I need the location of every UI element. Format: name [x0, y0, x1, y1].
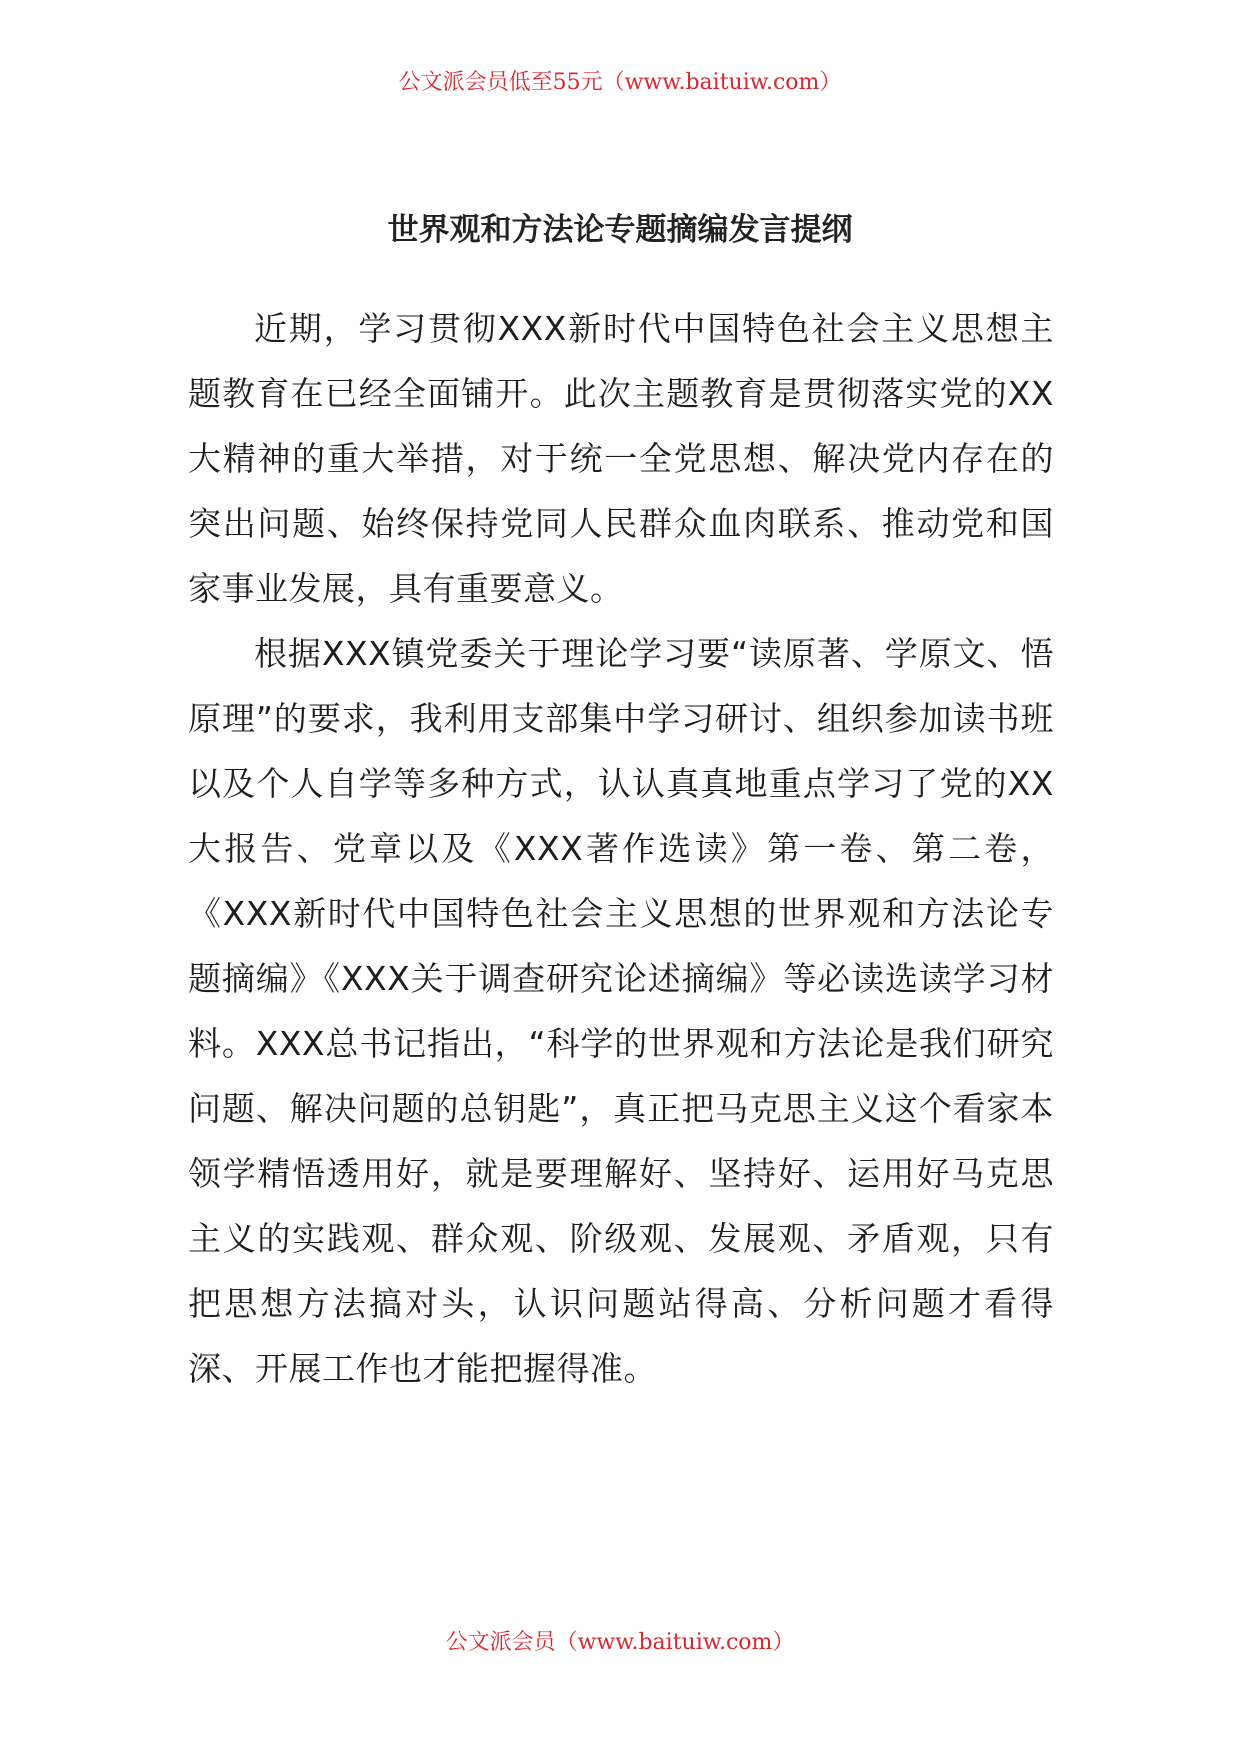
document-title: 世界观和方法论专题摘编发言提纲 [387, 212, 853, 248]
footer-promo-link[interactable]: 公文派会员（www.baituiw.com） [445, 1630, 795, 1655]
document-body [188, 296, 1054, 1401]
paragraph-1: 近期，学习贯彻XXX新时代中国特色社会主义思想主题教育在已经全面铺开。此次主题教育是贯彻落实党的XX大精神的重大举措，对于统一全党思想、解决党内存在的突出问题、始终保持党同人民群众血肉联系、推动党和国家事业发展，具有重要意义。 [188, 309, 1054, 608]
paragraph-2: 根据XXX镇党委关于理论学习要“读原著、学原文、悟原理”的要求，我利用支部集中学习研讨、组织参加读书班以及个人自学等多种方式，认认真真地重点学习了党的XX大报告、党章以及《XXX著作选读》第一卷、第二卷，《XXX新时代中国特色社会主义思想的世界观和方法论专题摘编》《XXX关于调查研究论述摘编》等必读选读学习材料。XXX总书记指出，“科学的世界观和方法论是我们研究问题、解决问题的总钥匙”，真正把马克思主义这个看家本领学精悟透用好，就是要理解好、坚持好、运用好马克思主义的实践观、群众观、阶级观、发展观、矛盾观，只有把思想方法搞对头，认识问题站得高、分析问题才看得深、开展工作也才能把握得准。 [188, 634, 1054, 1388]
header-promo-link[interactable]: 公文派会员低至55元（www.baituiw.com） [398, 70, 842, 95]
